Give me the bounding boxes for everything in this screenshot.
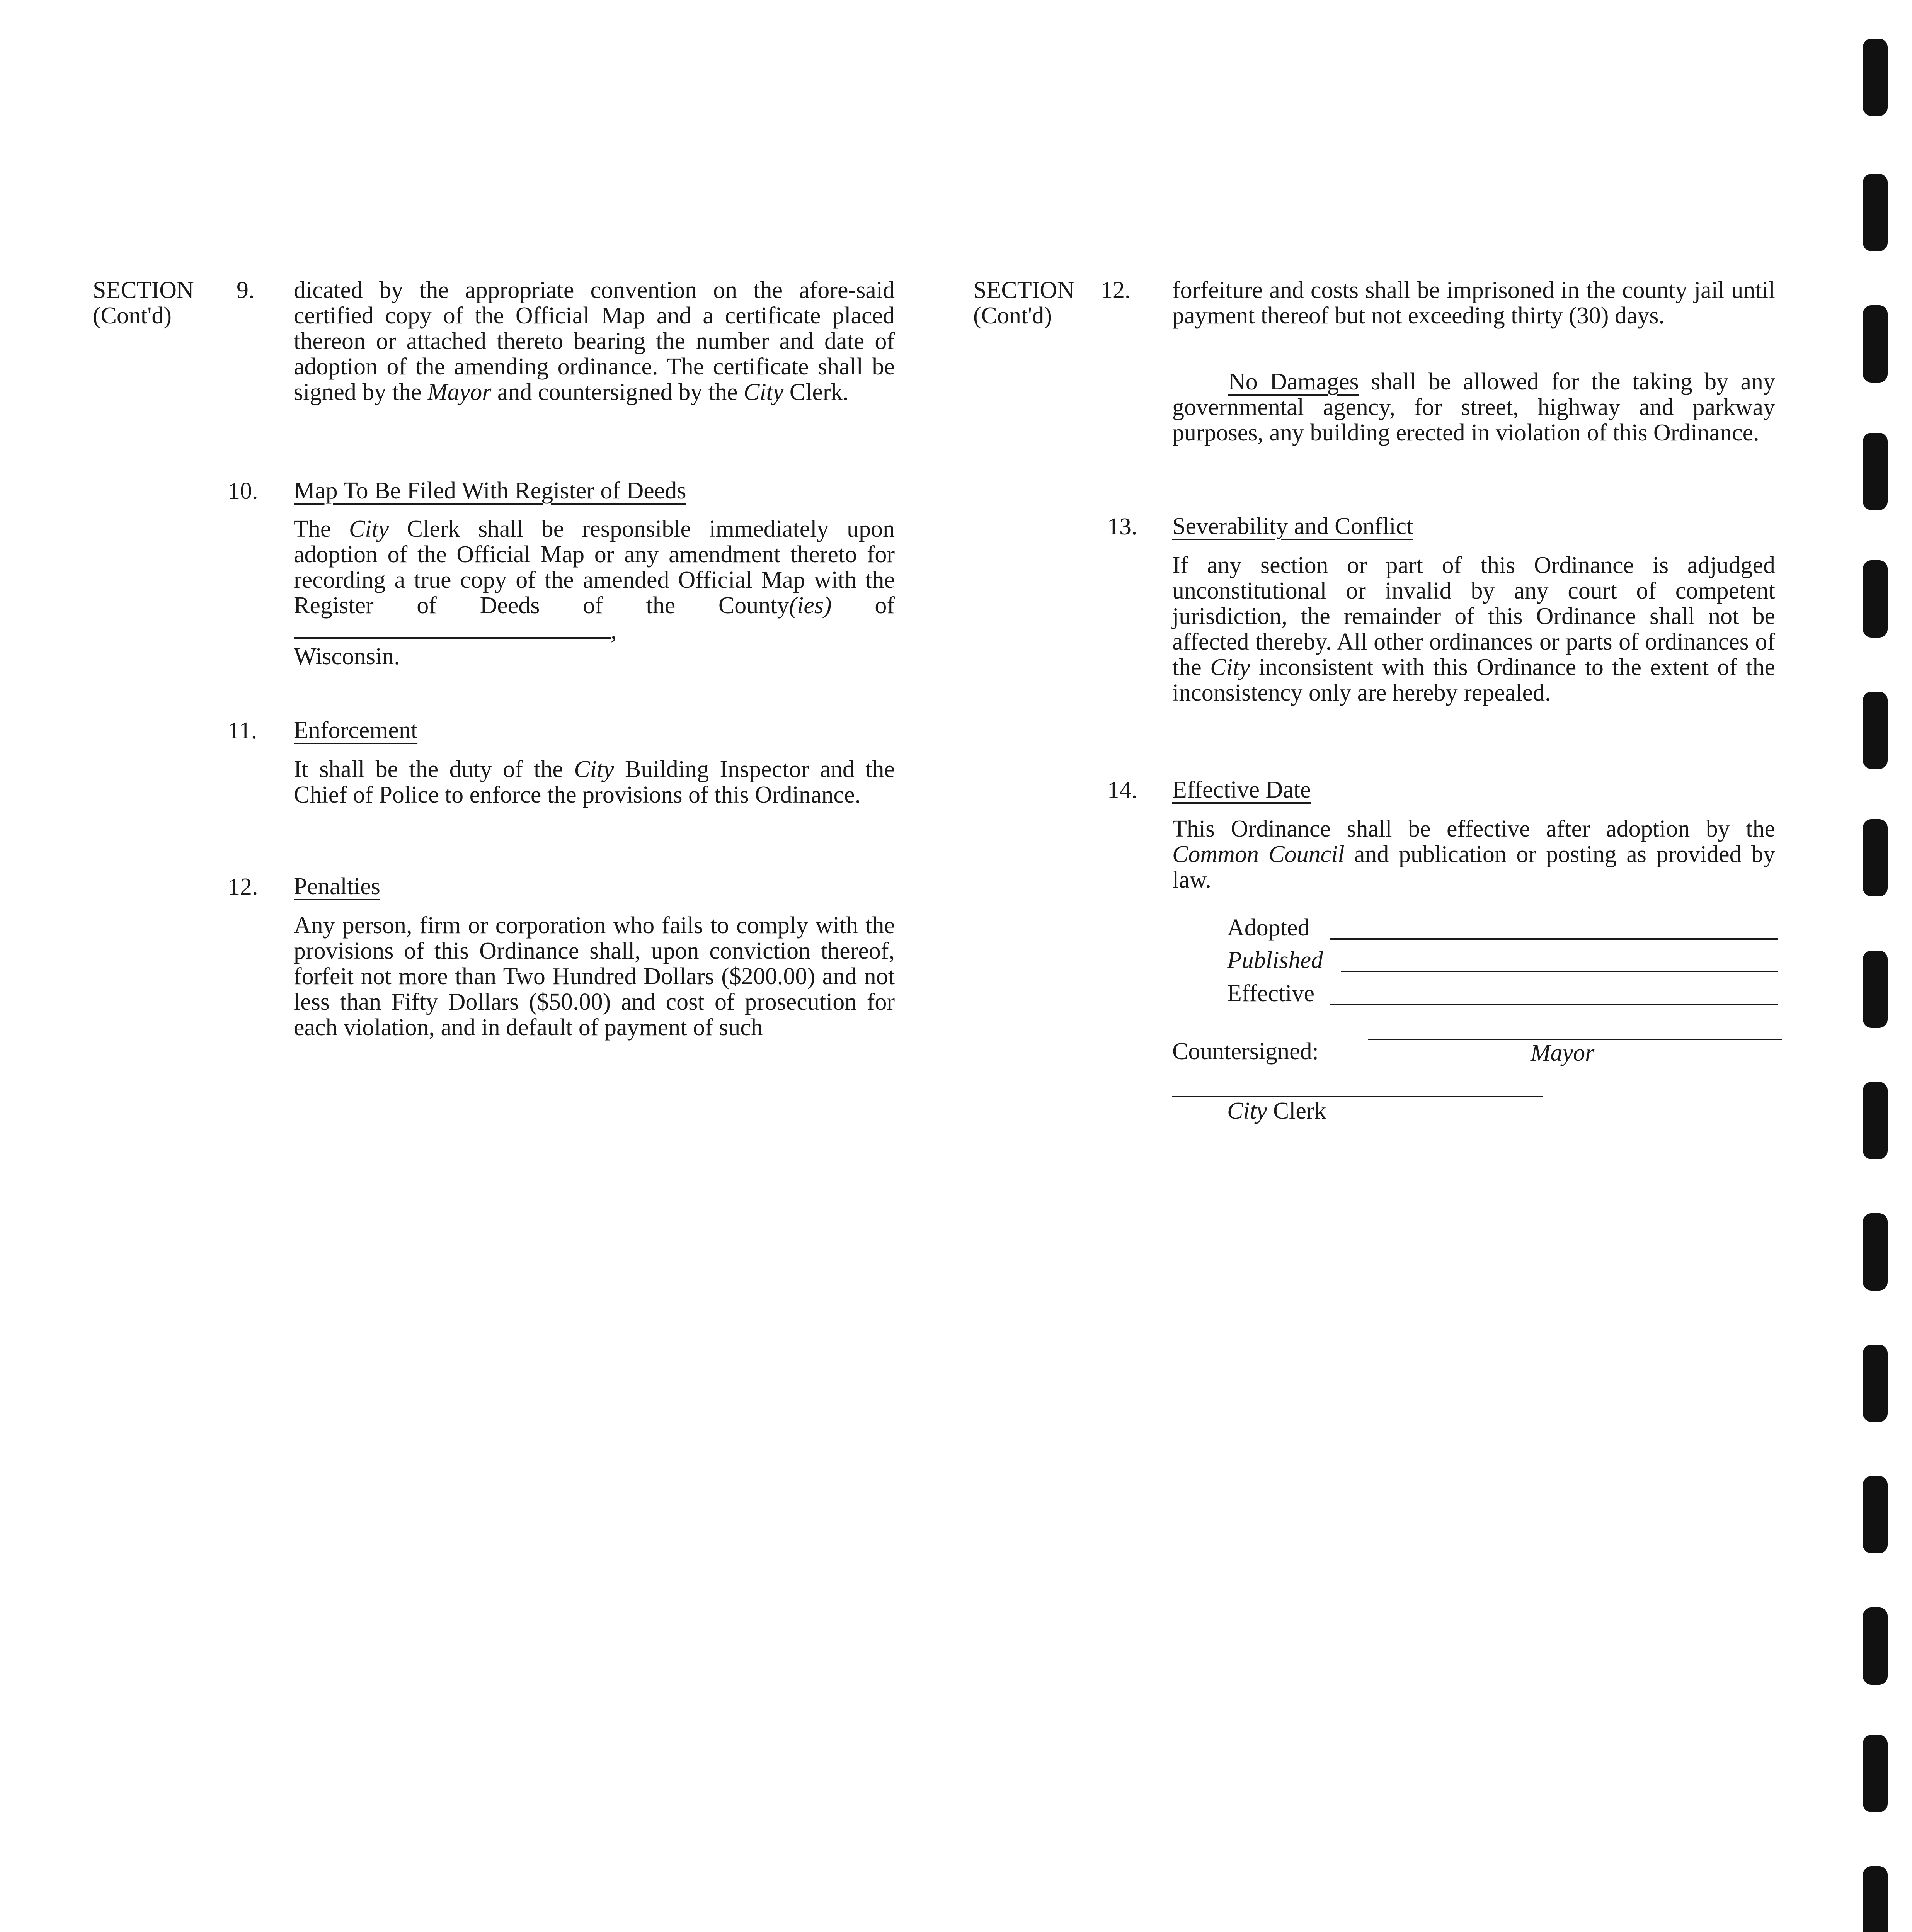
city-word: City [574, 756, 614, 782]
section-12-heading: Penalties [294, 873, 380, 900]
contd-label: (Cont'd) [973, 303, 1052, 329]
text-run: , [611, 618, 617, 644]
section-number-12-contd: 12. [1101, 277, 1131, 303]
binder-hole-mark [1863, 433, 1888, 510]
binder-hole-mark [1863, 305, 1888, 383]
city-word: City [743, 379, 784, 405]
section-number-12: 12. [228, 874, 258, 900]
binder-hole-mark [1863, 819, 1888, 896]
contd-label: (Cont'd) [93, 303, 172, 329]
mayor-word: Mayor [427, 379, 492, 405]
binder-hole-mark [1863, 39, 1888, 116]
city-word: City [1210, 654, 1250, 680]
city-word: City [1227, 1098, 1267, 1124]
section-13-paragraph [1172, 553, 1775, 706]
published-label: Published [1227, 947, 1323, 973]
clerk-word: Clerk [1267, 1098, 1326, 1124]
section-14-paragraph [1172, 816, 1775, 893]
clerk-signature-line [1172, 1096, 1543, 1097]
adopted-line [1330, 938, 1778, 940]
section-word: SECTION [93, 277, 194, 303]
binder-hole-mark [1863, 692, 1888, 769]
mayor-label: Mayor [1531, 1040, 1595, 1066]
text-run: Clerk. [783, 379, 849, 405]
text-run: and publication or posting as provided by law. [1172, 841, 1775, 893]
section-12-paragraph: Any person, firm or corporation who fails to comply with the provisions of this Ordinance shall, upon conviction thereof, forfeit not more than Two Hundred Dollars ($200.00) and not less than Fifty Dollars ($50.00) and cost of prosecution for each violation, and in default of payment of such [294, 912, 895, 1041]
text-run: of [831, 592, 895, 619]
section-12-continued-paragraph: forfeiture and costs shall be imprisoned in the county jail until payment thereof but not exceeding thirty (30) days. [1172, 277, 1775, 329]
binder-hole-mark [1863, 1082, 1888, 1159]
ies-word: (ies) [789, 592, 832, 619]
section-number-11: 11. [228, 718, 257, 744]
binder-hole-mark [1863, 951, 1888, 1028]
text-run: shall be allowed for the taking by any governmental agency, for street, highway and parkway purposes, any building erected in violation of this Ordinance. [1172, 369, 1775, 446]
no-damages-paragraph [1172, 369, 1775, 446]
text-run: inconsistent with this Ordinance to the extent of the inconsistency only are hereby repealed. [1172, 654, 1775, 706]
binder-hole-mark [1863, 174, 1888, 251]
text-run: and countersigned by the [491, 379, 744, 405]
section-11-heading: Enforcement [294, 717, 418, 743]
text-run: This Ordinance shall be effective after adoption by the [1172, 816, 1775, 842]
binder-hole-mark [1863, 1607, 1888, 1685]
binder-hole-mark [1863, 560, 1888, 638]
section-number-9: 9. [237, 277, 255, 303]
section-10-paragraph [294, 516, 895, 669]
text-run: dicated by the appropriate convention on the afore-said certified copy of the Official Map and a certificate placed thereon or attached thereto bearing the number and date of adoption of the amending ordinance. The certificate shall be signed by the [294, 277, 895, 405]
text-run: If any section or part of this Ordinance is adjudged unconstitutional or invalid by any court of competent jurisdiction, the remainder of this Ordinance shall not be affected thereby. All other ordinances or parts of ordinances of the [1172, 552, 1775, 680]
city-clerk-label [1227, 1098, 1326, 1124]
section-11-paragraph [294, 757, 895, 808]
section-number-13: 13. [1107, 514, 1137, 540]
county-blank-line [294, 637, 611, 639]
countersigned-label: Countersigned: [1172, 1038, 1319, 1065]
text-run: It shall be the duty of the [294, 756, 574, 782]
binder-hole-mark [1863, 1476, 1888, 1553]
text-run: Building Inspector and the Chief of Police to enforce the provisions of this Ordinance. [294, 756, 895, 808]
binder-hole-mark [1863, 1213, 1888, 1291]
effective-line [1330, 1004, 1778, 1005]
binder-hole-mark [1863, 1345, 1888, 1422]
section-14-heading: Effective Date [1172, 777, 1311, 803]
text-run: The [294, 516, 349, 542]
published-line [1341, 971, 1778, 972]
no-damages-lead: No Damages [1228, 369, 1359, 395]
section-label-left [93, 277, 194, 328]
text-run: Clerk shall be responsible immediately upon adoption of the Official Map or any amendment thereto for recording a true copy of the amended Official Map with the Register of Deeds of the County [294, 516, 895, 619]
effective-label: Effective [1227, 980, 1315, 1007]
text-run: Wisconsin. [294, 643, 400, 670]
section-13-heading: Severability and Conflict [1172, 513, 1413, 539]
binder-hole-mark [1863, 1866, 1888, 1932]
section-word: SECTION [973, 277, 1074, 303]
adopted-label: Adopted [1227, 915, 1310, 941]
section-10-heading: Map To Be Filed With Register of Deeds [294, 478, 686, 504]
section-number-14: 14. [1107, 777, 1137, 803]
city-word: City [349, 516, 389, 542]
binder-hole-mark [1863, 1735, 1888, 1812]
section-9-paragraph [294, 277, 895, 405]
common-council-word: Common Council [1172, 841, 1345, 867]
section-label-right [973, 277, 1074, 328]
section-number-10: 10. [228, 478, 258, 504]
